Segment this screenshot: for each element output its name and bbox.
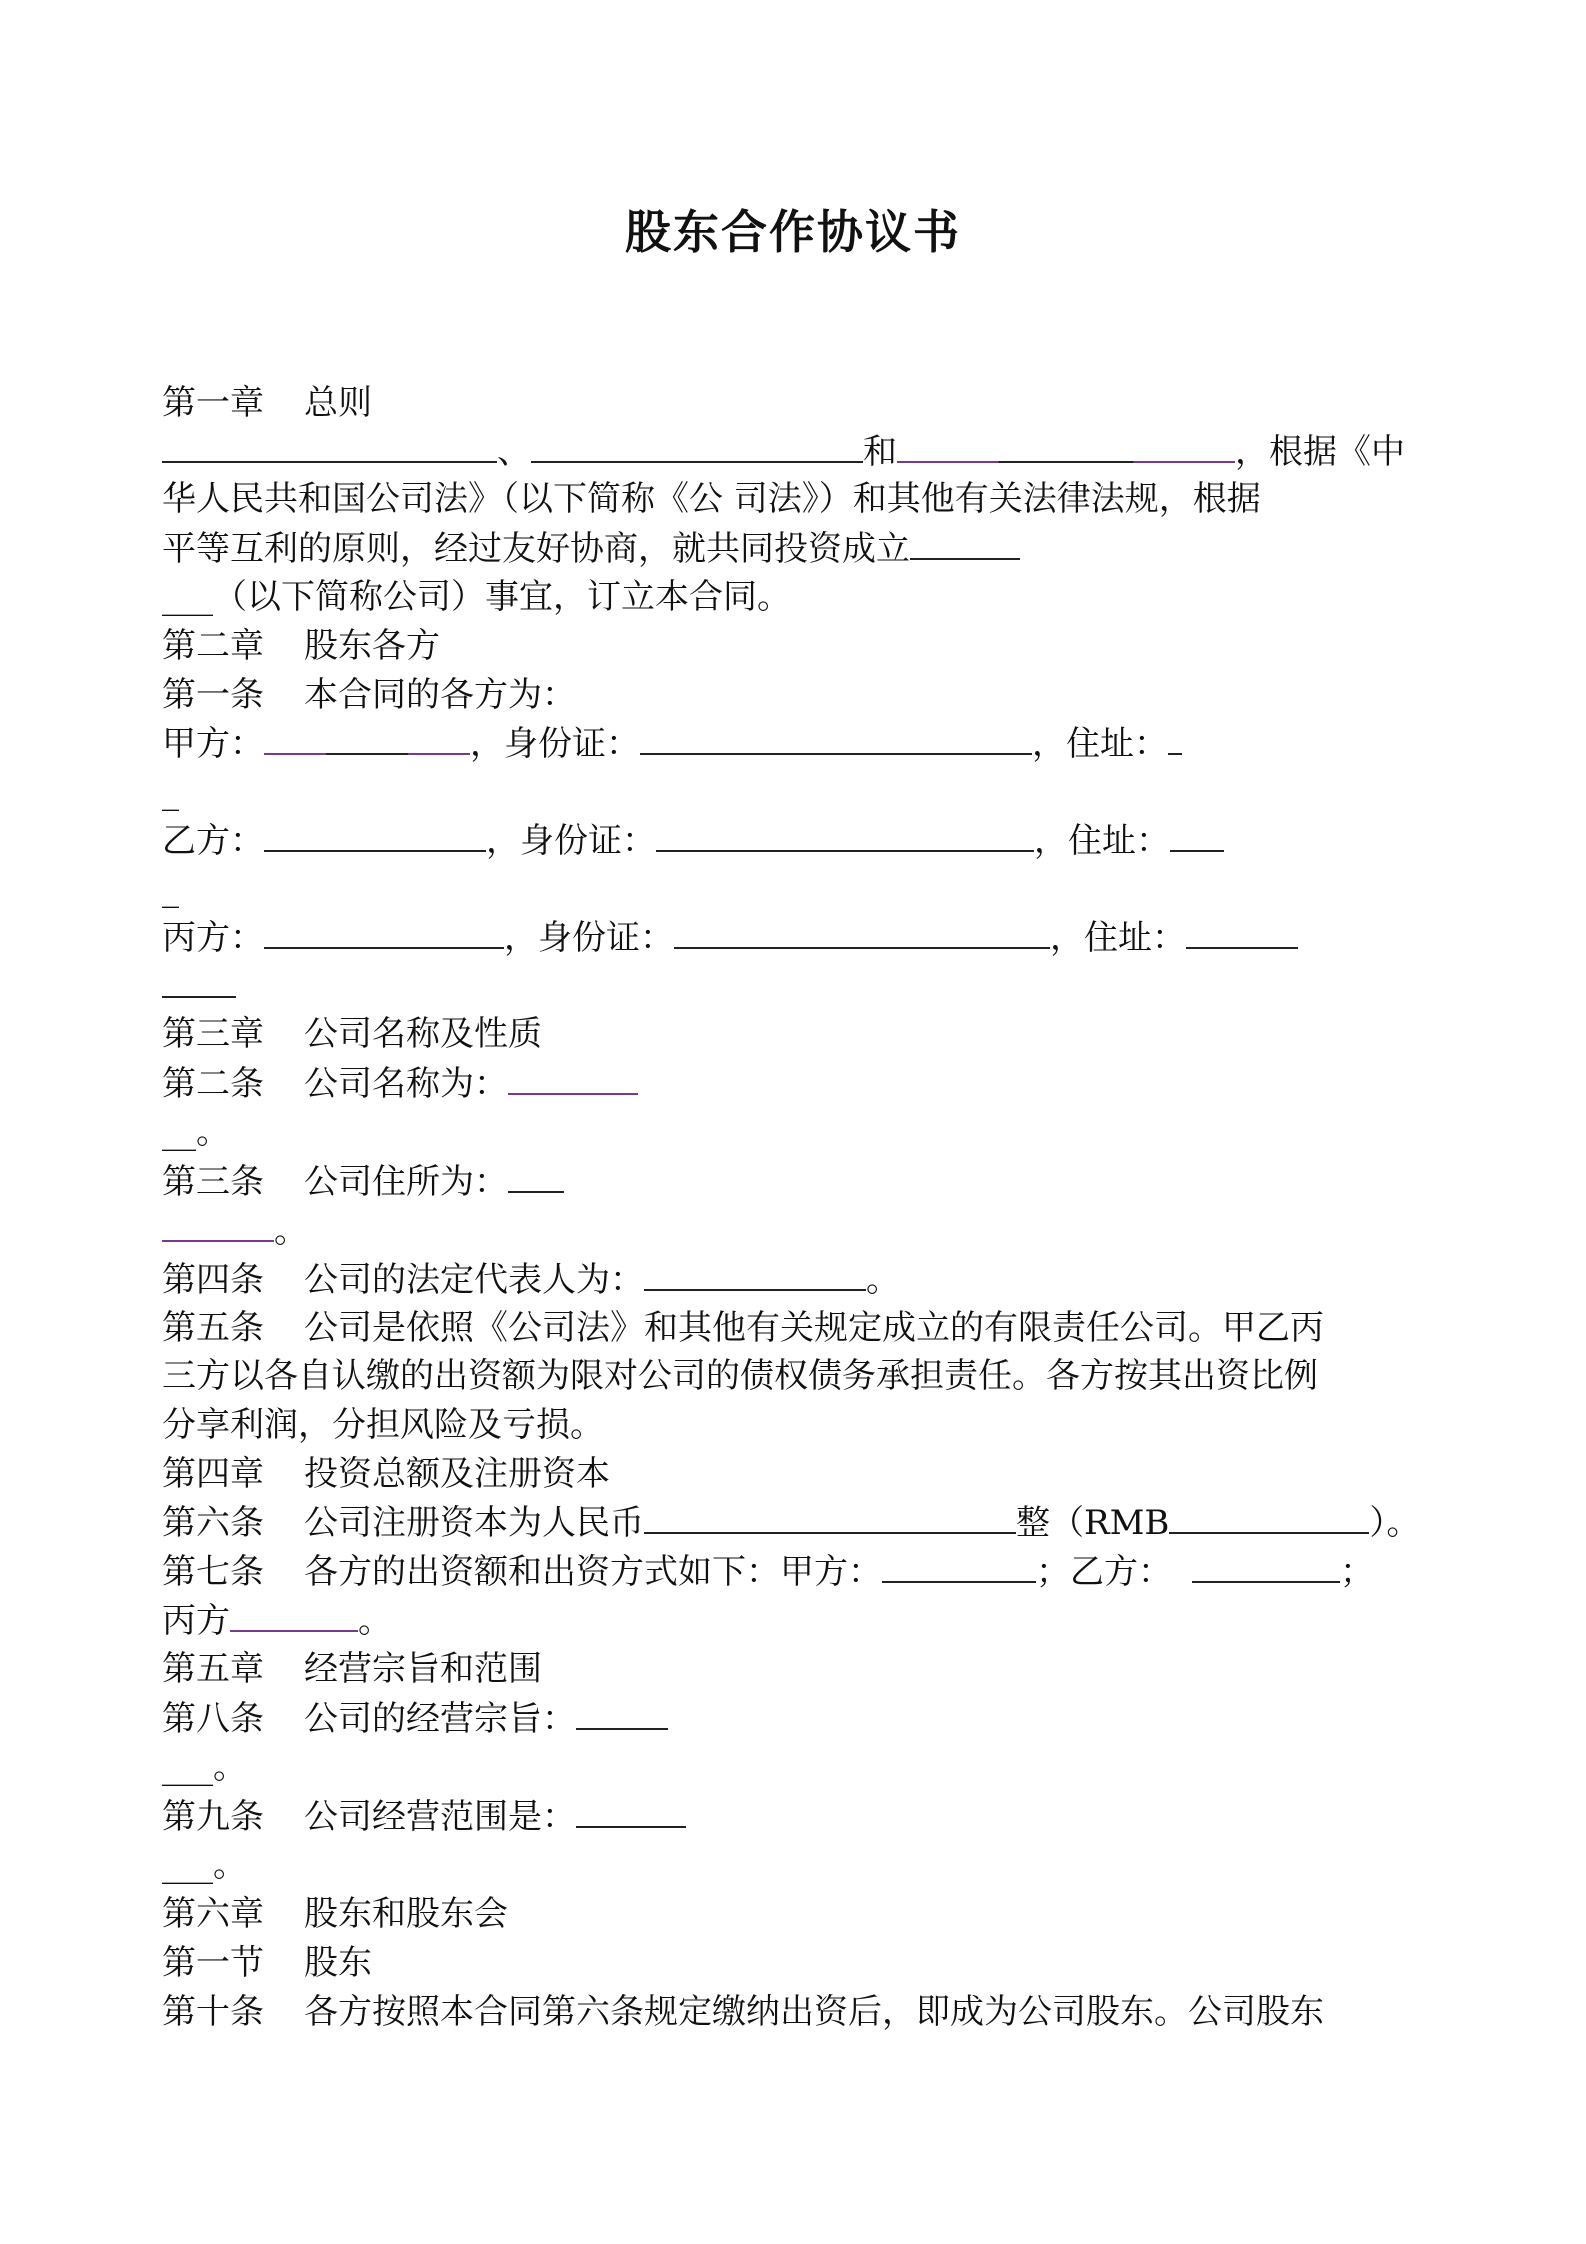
party-a-contribution-blank	[882, 1551, 1036, 1583]
party-name-blank	[162, 431, 497, 463]
business-scope-blank	[576, 1796, 686, 1828]
party-a-name-blank	[264, 723, 470, 755]
chapter-1-heading	[162, 383, 372, 423]
chapter-title: 总则	[304, 383, 372, 423]
article-2: 第二条 公司名称为：	[162, 1063, 638, 1104]
chapter-6-heading: 第六章 股东和股东会	[162, 1894, 508, 1934]
party-c-id-blank	[674, 917, 1050, 949]
article-1: 第一条 本合同的各方为：	[162, 675, 576, 715]
article-2-cont: __。	[162, 1112, 230, 1152]
preamble-line-1: 、 和 ，根据《中	[162, 431, 1405, 472]
article-5: 第五条 公司是依照《公司法》和其他有关规定成立的有限责任公司。甲乙丙	[162, 1308, 1324, 1348]
preamble-line-3: 平等互利的原则，经过友好协商，就共同投资成立	[162, 528, 1020, 569]
chapter-5-heading: 第五章 经营宗旨和范围	[162, 1649, 542, 1689]
article-5-line-2: 三方以各自认缴的出资额为限对公司的债权债务承担责任。各方按其出资比例	[162, 1356, 1318, 1396]
party-b-line-cont: _	[162, 869, 179, 909]
party-a-address-blank	[1168, 723, 1182, 755]
article-7-cont: 丙方 。	[162, 1601, 392, 1641]
company-address-blank	[508, 1161, 564, 1193]
party-b-contribution-blank	[1192, 1551, 1340, 1583]
party-c-line: 丙方： ，身份证： ，住址：	[162, 917, 1298, 958]
article-8: 第八条 公司的经营宗旨：	[162, 1698, 668, 1739]
company-name-field-blank	[508, 1063, 638, 1095]
party-a-id-blank	[640, 723, 1032, 755]
chapter-number: 第一章	[162, 383, 264, 423]
party-b-address-blank	[1170, 820, 1224, 852]
party-c-address-blank	[1186, 917, 1298, 949]
article-3: 第三条 公司住所为：	[162, 1161, 564, 1202]
article-6: 第六条 公司注册资本为人民币 整（RMB ）。	[162, 1503, 1421, 1543]
chapter-2-heading: 第二章 股东各方	[162, 626, 440, 666]
article-8-cont: ___。	[162, 1747, 247, 1787]
party-b-name-blank	[264, 820, 486, 852]
party-c-name-blank	[264, 917, 504, 949]
article-5-line-3: 分享利润，分担风险及亏损。	[162, 1405, 604, 1445]
article-4: 第四条 公司的法定代表人为： 。	[162, 1260, 900, 1300]
article-10: 第十条 各方按照本合同第六条规定缴纳出资后，即成为公司股东。公司股东	[162, 1992, 1324, 2032]
party-c-address-blank-cont	[162, 966, 236, 998]
legal-representative-blank	[644, 1259, 866, 1291]
party-b-line: 乙方： ，身份证： ，住址：	[162, 820, 1224, 861]
preamble-line-2: 华人民共和国公司法》（以下简称《公 司法》）和其他有关法律法规，根据	[162, 479, 1261, 519]
company-address-blank-cont	[162, 1210, 274, 1242]
article-3-cont: 。	[162, 1210, 308, 1251]
company-name-blank	[910, 528, 1020, 560]
article-9-cont: ___。	[162, 1845, 247, 1885]
business-purpose-blank	[576, 1698, 668, 1730]
party-name-blank	[897, 431, 1235, 463]
party-a-line: 甲方： ，身份证： ，住址：	[162, 723, 1182, 764]
party-a-line-cont: _	[162, 772, 179, 812]
article-7: 第七条 各方的出资额和出资方式如下：甲方： ；乙方： ；	[162, 1552, 1374, 1592]
section-1-heading: 第一节 股东	[162, 1943, 372, 1983]
document-title: 股东合作协议书	[625, 205, 961, 259]
article-9: 第九条 公司经营范围是：	[162, 1796, 686, 1837]
registered-capital-blank	[644, 1502, 1016, 1534]
party-name-blank	[531, 431, 863, 463]
party-c-contribution-blank	[230, 1600, 358, 1632]
party-b-id-blank	[656, 820, 1034, 852]
registered-capital-rmb-blank	[1169, 1502, 1369, 1534]
party-c-line-cont	[162, 966, 236, 1007]
preamble-line-4: ___（以下简称公司）事宜，订立本合同。	[162, 577, 791, 617]
chapter-4-heading: 第四章 投资总额及注册资本	[162, 1454, 610, 1494]
chapter-3-heading: 第三章 公司名称及性质	[162, 1014, 542, 1054]
